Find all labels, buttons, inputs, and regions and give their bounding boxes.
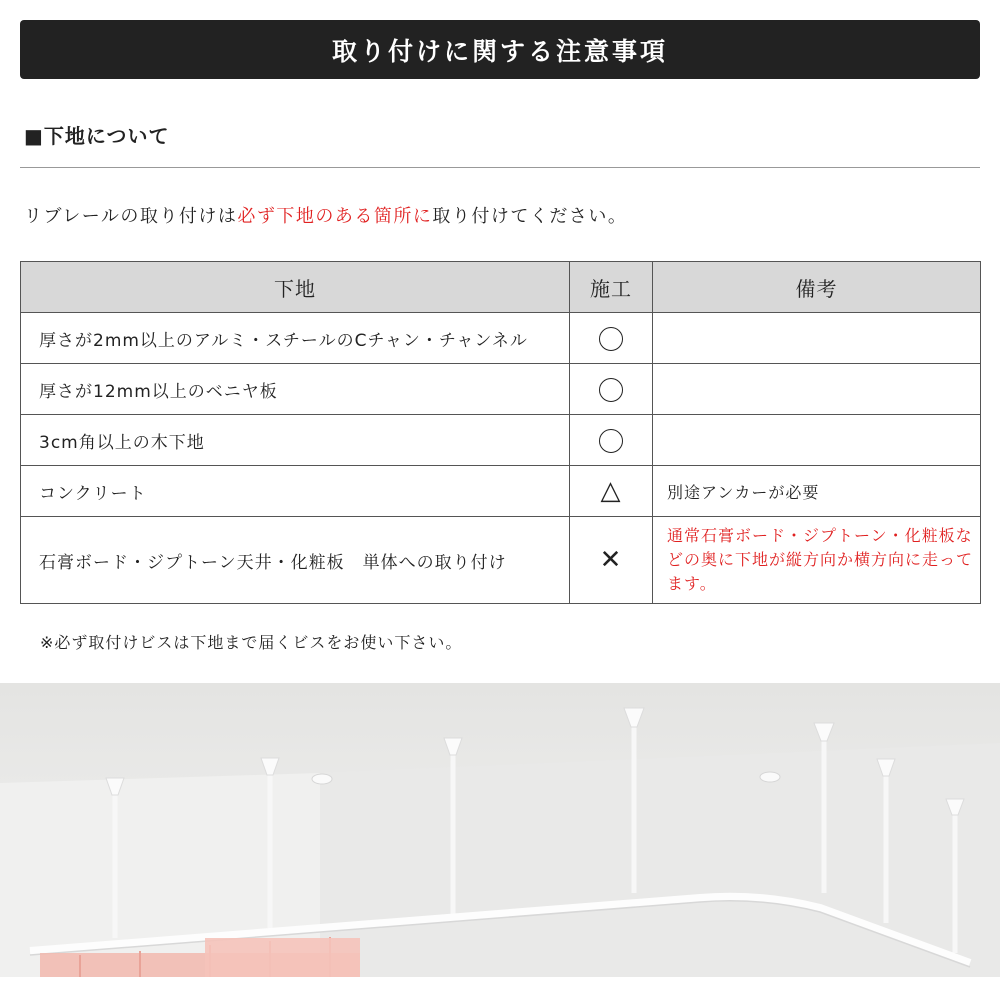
substrate-cell: 3cm角以上の木下地 — [21, 415, 570, 466]
construction-cell — [570, 466, 653, 517]
intro-before: リブレールの取り付けは — [24, 206, 238, 227]
table-row — [21, 517, 981, 604]
header-remarks: 備考 — [653, 262, 981, 313]
substrate-cell: 厚さが12mm以上のベニヤ板 — [21, 364, 570, 415]
title-banner — [20, 20, 980, 79]
table-row — [21, 364, 981, 415]
construction-cell — [570, 364, 653, 415]
remarks-cell — [653, 415, 981, 466]
table-row — [21, 415, 981, 466]
curtain-rail-photo — [0, 683, 1000, 977]
triangle-conditional-icon: △ — [600, 476, 622, 506]
table-row — [21, 313, 981, 364]
construction-cell — [570, 517, 653, 604]
construction-cell — [570, 415, 653, 466]
circle-ok-icon — [599, 429, 623, 453]
substrate-table — [20, 261, 981, 604]
remarks-cell: 別途アンカーが必要 — [653, 466, 981, 517]
construction-cell — [570, 313, 653, 364]
cross-ng-icon: ✕ — [599, 545, 623, 575]
intro-text — [24, 202, 627, 228]
table-header-row — [21, 262, 981, 313]
intro-after: 取り付けてください。 — [432, 206, 628, 227]
section-divider — [20, 167, 980, 168]
remarks-cell — [653, 364, 981, 415]
page-title: 取り付けに関する注意事項 — [331, 36, 668, 66]
header-construction: 施工 — [570, 262, 653, 313]
intro-highlight: 必ず下地のある箇所に — [237, 206, 433, 227]
section-heading: ■下地について — [24, 124, 170, 148]
remarks-cell: 通常石膏ボード・ジプトーン・化粧板などの奥に下地が縦方向か横方向に走ってます。 — [653, 517, 981, 604]
footnote: ※必ず取付けビスは下地まで届くビスをお使い下さい。 — [40, 633, 463, 652]
header-substrate: 下地 — [21, 262, 570, 313]
circle-ok-icon — [599, 378, 623, 402]
substrate-cell: 厚さが2mm以上のアルミ・スチールのCチャン・チャンネル — [21, 313, 570, 364]
ceiling-rail-illustration — [0, 683, 1000, 977]
substrate-cell: 石膏ボード・ジプトーン天井・化粧板 単体への取り付け — [21, 517, 570, 604]
table-row — [21, 466, 981, 517]
remarks-cell — [653, 313, 981, 364]
substrate-cell: コンクリート — [21, 466, 570, 517]
circle-ok-icon — [599, 327, 623, 351]
